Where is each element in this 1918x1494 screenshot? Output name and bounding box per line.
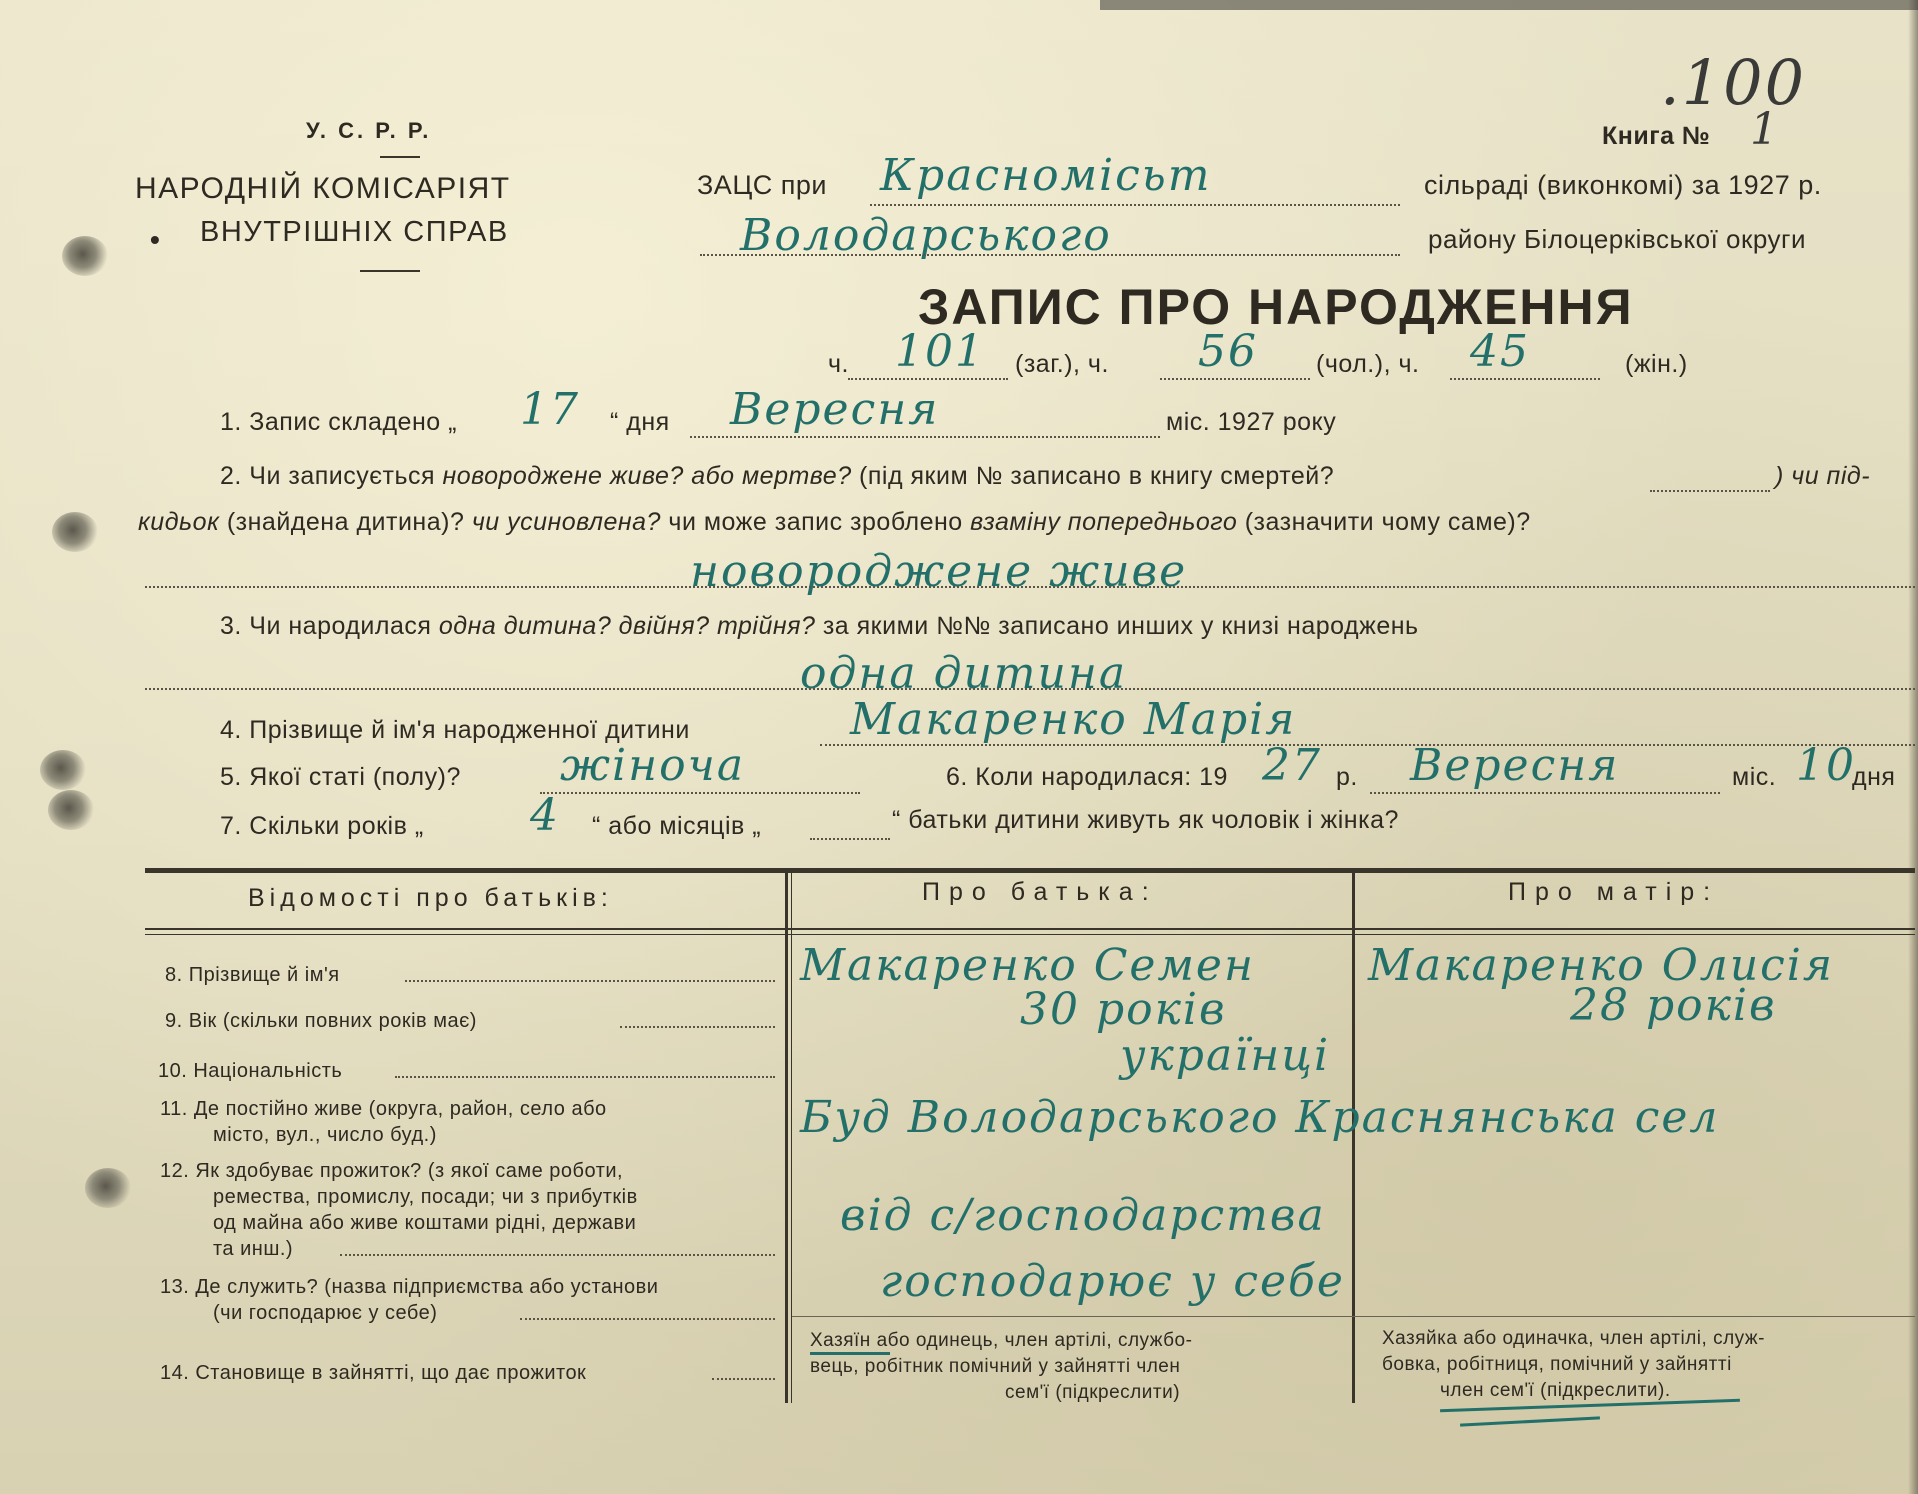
father-status: вець, робітник помічний у зайнятті член — [810, 1356, 1181, 1377]
mother-status: бовка, робітниця, помічний у зайнятті — [1382, 1354, 1732, 1375]
dotted-leader — [340, 1254, 775, 1256]
q7-text: “ батьки дитини живуть як чоловік і жінка? — [892, 806, 1399, 834]
top-edge-strip — [1100, 0, 1918, 10]
q2-text: ) чи під- — [1775, 462, 1871, 490]
dotted-line — [1450, 378, 1600, 380]
q1-tail: міс. 1927 року — [1166, 408, 1337, 436]
q2-text: (зазначити чому саме)? — [1237, 508, 1531, 536]
q7-text: “ або місяців „ — [592, 812, 762, 840]
q2-option: взаміну попереднього — [970, 508, 1238, 536]
q7-label: 7. Скільки років „ — [220, 812, 424, 840]
dotted-line — [145, 688, 1915, 690]
q3-text: за якими №№ записано инших у книзі народжень — [815, 612, 1419, 640]
selrada-label: сільраді (виконкомі) за 1927 р. — [1424, 170, 1822, 200]
dotted-line — [700, 254, 1400, 256]
ussr-label: У. С. Р. Р. — [306, 118, 432, 143]
commissariat-line-2: ВНУТРІШНІХ СПРАВ — [200, 216, 509, 248]
q2-text: (під яким № записано в книгу смертей? — [851, 462, 1335, 490]
column-divider — [791, 868, 792, 1403]
total-label: (заг.), ч. — [1015, 350, 1109, 378]
mother-name: Макаренко Олисія — [1368, 940, 1835, 991]
dotted-line — [145, 586, 1915, 588]
dotted-line — [540, 792, 860, 794]
dotted-line — [1160, 378, 1310, 380]
dotted-leader — [620, 1026, 775, 1028]
mother-age: 28 років — [1570, 980, 1777, 1031]
female-label: (жін.) — [1625, 350, 1688, 378]
dotted-line — [870, 204, 1400, 206]
dotted-leader — [520, 1318, 775, 1320]
q5-answer: жіноча — [560, 740, 746, 791]
q2-option: чи усиновлена? — [471, 508, 661, 536]
dotted-line — [690, 436, 1160, 438]
q2-answer: новороджене живе — [690, 546, 1188, 597]
residence: Буд Володарського Краснянська сел — [800, 1092, 1720, 1143]
q6-r: р. — [1336, 763, 1358, 791]
sheet-number: .100 — [1660, 46, 1807, 119]
dotted-line — [820, 744, 1915, 746]
total-number: 101 — [895, 326, 985, 377]
q1-label: 1. Запис складено „ — [220, 408, 457, 436]
q6-mis: міс. — [1732, 763, 1777, 791]
row-14-label: 14. Становище в зайнятті, що дає прожиток — [160, 1362, 587, 1384]
q2-text: 2. Чи записується — [220, 462, 443, 490]
zags-village: Красномісьт — [880, 150, 1212, 201]
q7-years: 4 — [530, 790, 560, 841]
mother-status: Хазяйка або одиначка, член артілі, служ- — [1382, 1328, 1765, 1349]
row-11-label: 11. Де постійно живе (округа, район, село або — [160, 1098, 607, 1120]
male-label: (чол.), ч. — [1316, 350, 1420, 378]
q4-label: 4. Прізвище й ім'я народженної дитини — [220, 716, 690, 744]
table-header-rule — [145, 934, 1915, 935]
row-9-label: 9. Вік (скільки повних років має) — [165, 1010, 477, 1032]
female-number: 45 — [1470, 326, 1530, 377]
divider — [380, 156, 420, 158]
page-title: ЗАПИС ПРО НАРОДЖЕННЯ — [918, 279, 1634, 335]
q2-option: кидьок — [138, 508, 220, 536]
q3-text: 3. Чи народилася — [220, 612, 439, 640]
book-label: Книга № — [1602, 122, 1711, 150]
q3-options: одна дитина? двійня? трійня? — [438, 612, 816, 640]
q2-options: новороджене живе? або мертве? — [442, 462, 852, 490]
q1-day-sep: “ дня — [610, 408, 670, 436]
father-status: Хазяїн або одинець, член артілі, службо- — [810, 1330, 1193, 1351]
underline-mark — [1460, 1416, 1600, 1426]
col-header-father: Про батька: — [922, 878, 1158, 906]
row-12-label: ремества, промислу, посади; чи з прибутків — [213, 1186, 638, 1208]
father-name: Макаренко Семен — [800, 940, 1255, 991]
dotted-leader — [405, 980, 775, 982]
ch-label: ч. — [828, 350, 849, 378]
row-12-label: од майна або живе коштами рідні, держави — [213, 1212, 637, 1234]
bullet: • — [150, 224, 160, 255]
q3-answer: одна дитина — [800, 648, 1128, 699]
q2-text: чи може запис зроблено — [660, 508, 971, 536]
punch-hole — [52, 512, 98, 552]
q6-month: Вересня — [1410, 740, 1620, 791]
dotted-leader — [395, 1076, 775, 1078]
q5-label: 5. Якої статі (полу)? — [220, 763, 461, 791]
row-10-label: 10. Національність — [158, 1060, 343, 1082]
book-number: 1 — [1750, 104, 1780, 155]
punch-hole — [85, 1168, 131, 1208]
row-13-label: 13. Де служить? (назва підприємства або установи — [160, 1276, 659, 1298]
row-12-label: 12. Як здобуває прожиток? (з якої саме роботи, — [160, 1160, 624, 1182]
punch-hole — [62, 236, 108, 276]
q2-text: (знайдена дитина)? — [219, 508, 472, 536]
dotted-line — [848, 378, 1008, 380]
status-divider — [792, 1316, 1915, 1317]
underline-mark — [810, 1352, 890, 1355]
punch-hole — [48, 790, 94, 830]
q6-day: 10 — [1796, 740, 1856, 791]
district-label: району Білоцерківської округи — [1428, 224, 1807, 254]
q1-day: 17 — [520, 384, 580, 435]
q6-dnya: дня — [1852, 763, 1896, 791]
q4-answer: Макаренко Марія — [850, 694, 1297, 745]
col-header-parents: Відомості про батьків: — [248, 884, 613, 912]
nationality: українці — [1120, 1030, 1331, 1081]
commissariat-line-1: НАРОДНІЙ КОМІСАРІЯТ — [135, 172, 511, 205]
q1-month: Вересня — [730, 384, 940, 435]
column-divider — [785, 868, 788, 1403]
row-13-label: (чи господарює у себе) — [213, 1302, 438, 1324]
dotted-line — [1370, 792, 1720, 794]
district-handwritten: Володарського — [740, 210, 1112, 261]
table-header-rule — [145, 928, 1915, 930]
workplace: господарює у себе — [880, 1256, 1345, 1307]
punch-hole — [40, 750, 86, 790]
table-top-rule — [145, 868, 1915, 873]
q6-year: 27 — [1262, 740, 1322, 791]
occupation: від с/господарства — [840, 1190, 1326, 1241]
row-8-label: 8. Прізвище й ім'я — [165, 964, 340, 986]
q6-label: 6. Коли народилася: 19 — [946, 763, 1228, 791]
dotted-leader — [712, 1378, 775, 1380]
mother-status: член сем'ї (підкреслити). — [1440, 1380, 1671, 1401]
col-header-mother: Про матір: — [1508, 878, 1720, 906]
father-status: сем'ї (підкреслити) — [1005, 1382, 1181, 1403]
dotted-line — [1650, 490, 1770, 492]
male-number: 56 — [1198, 326, 1258, 377]
dotted-line — [810, 838, 890, 840]
zags-label: ЗАЦС при — [697, 170, 828, 200]
right-edge-shadow — [1908, 0, 1918, 1494]
divider — [360, 270, 420, 272]
row-12-label: та инш.) — [213, 1238, 294, 1260]
row-11-label: місто, вул., число буд.) — [213, 1124, 437, 1146]
father-age: 30 років — [1020, 984, 1227, 1035]
